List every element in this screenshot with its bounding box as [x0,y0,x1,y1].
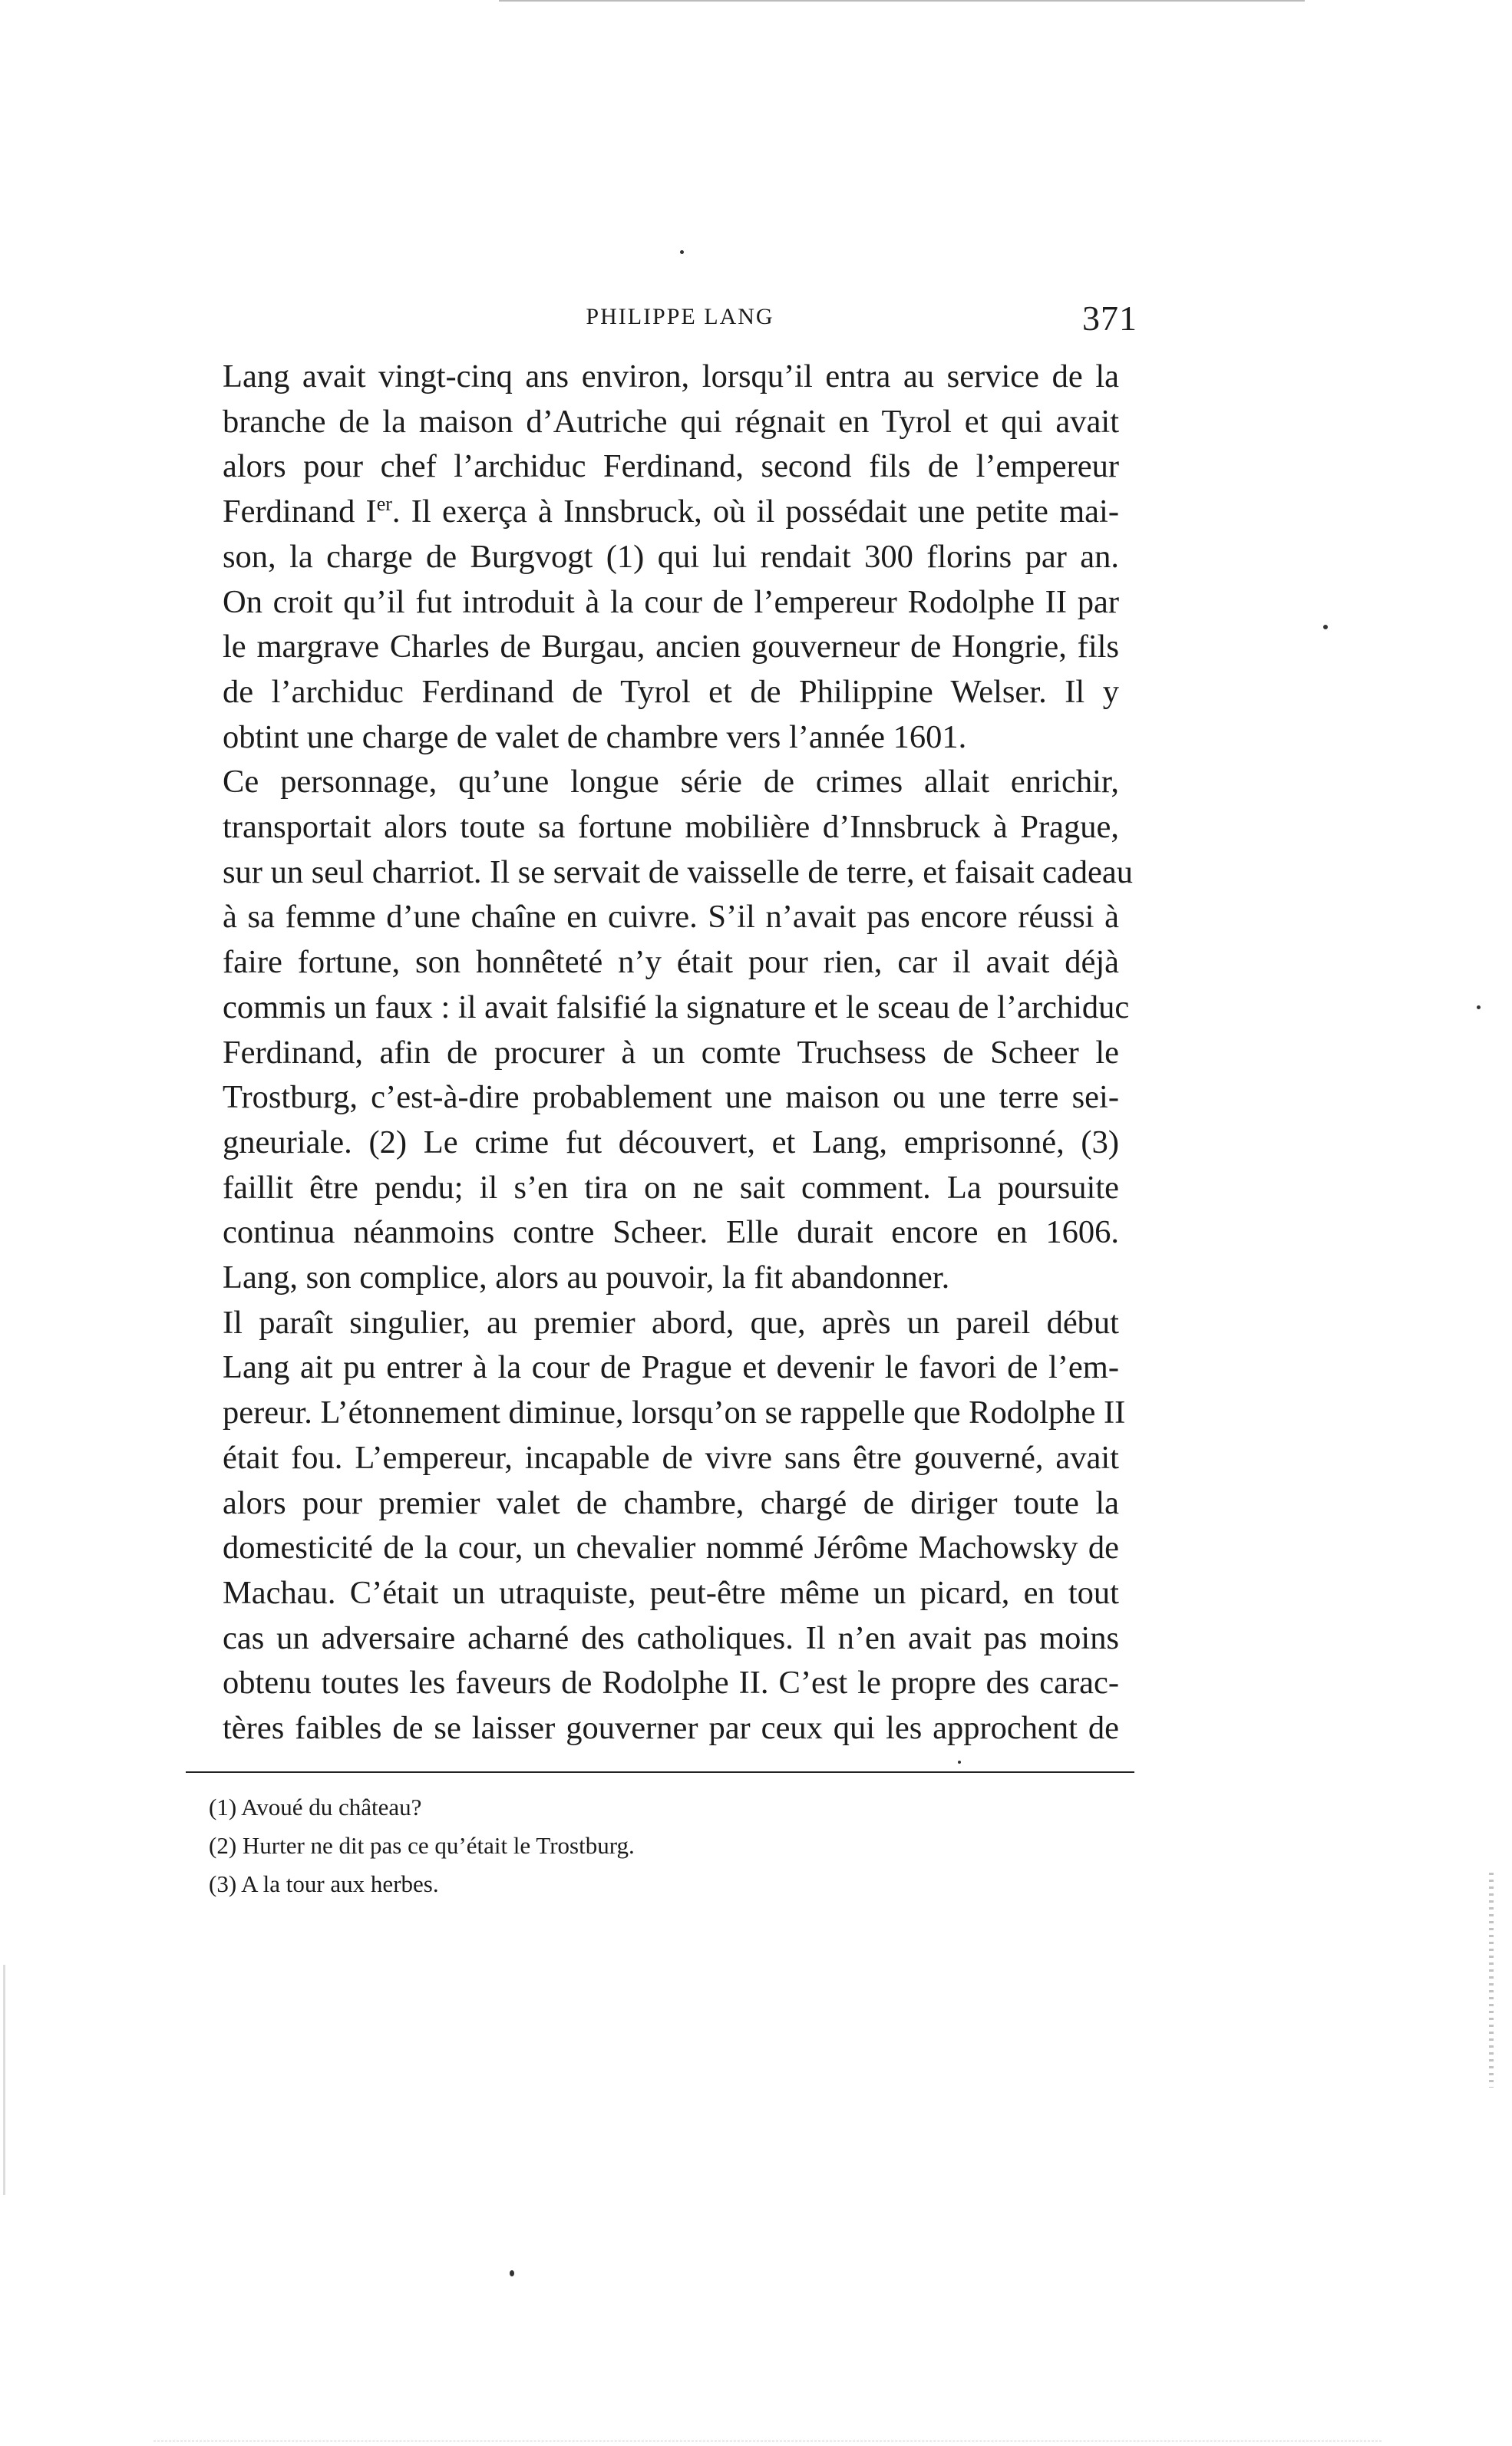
body-text [223,355,1133,1751]
scan-speck [1477,1005,1481,1009]
scan-speck [680,250,684,254]
running-head [223,298,1137,344]
text-line: Lang, son complice, alors au pouvoir, la fit abandonner. [223,1259,950,1296]
text-line: pereur. L’étonnement diminue, lorsqu’on se rappelle que Rodolphe II [223,1395,1126,1431]
scan-speck [510,2270,514,2276]
footnote-3: (3) A la tour aux herbes. [209,1870,439,1897]
text-line: à sa femme d’une chaîne en cuivre. S’il n’avait pas encore réussi à [223,899,1119,936]
scan-speck [1323,625,1328,629]
text-line: son, la charge de Burgvogt (1) qui lui rendait 300 florins par an. [223,538,1119,575]
text-line: domesticité de la cour, un chevalier nommé Jérôme Machowsky de [223,1530,1119,1566]
text-line: Ferdinand Ier. Il exerça à Innsbruck, où il possédait une petite mai- [223,492,1119,530]
footnotes [209,1788,1099,1903]
scan-edge-left [3,1965,5,2195]
text-line: faillit être pendu; il s’en tira on ne sait comment. La poursuite [223,1169,1119,1206]
text-line: gneuriale. (2) Le crime fut découvert, et Lang, emprisonné, (3) [223,1124,1119,1160]
superscript: er [376,492,392,515]
text-line: alors pour premier valet de chambre, chargé de diriger toute la [223,1484,1119,1521]
text-line: obtint une charge de valet de chambre vers l’année 1601. [223,718,967,755]
footnote-2: (2) Hurter ne dit pas ce qu’était le Trostburg. [209,1832,635,1859]
text-line: faire fortune, son honnêteté n’y était pour rien, car il avait déjà [223,944,1119,981]
text-line: obtenu toutes les faveurs de Rodolphe II. C’est le propre des carac- [223,1665,1119,1702]
text-line: était fou. L’empereur, incapable de vivre sans être gouverné, avait [223,1439,1119,1476]
footnote-divider [186,1771,1134,1773]
page-number: 371 [1082,299,1137,338]
text-line: tères faibles de se laisser gouverner par ceux qui les approchent de [223,1710,1119,1747]
text-line: Machau. C’était un utraquiste, peut-être même un picard, en tout [223,1574,1119,1611]
text-line: Ferdinand, afin de procurer à un comte Truchsess de Scheer le [223,1034,1119,1071]
scan-edge-right [1489,1873,1494,2088]
text-line: commis un faux : il avait falsifié la signature et le sceau de l’archiduc [223,989,1130,1025]
text-line: continua néanmoins contre Scheer. Elle durait encore en 1606. [223,1214,1119,1251]
text-line: Il paraît singulier, au premier abord, que, après un pareil début [223,1304,1119,1341]
scan-edge-top [499,0,1305,2]
text-line: On croit qu’il fut introduit à la cour de l’empereur Rodolphe II par [223,583,1119,620]
text-line: le margrave Charles de Burgau, ancien gouverneur de Hongrie, fils [223,629,1119,665]
text-line: transportait alors toute sa fortune mobilière d’Innsbruck à Prague, [223,809,1119,846]
running-title: PHILIPPE LANG [586,304,774,329]
text-line: cas un adversaire acharné des catholiques. Il n’en avait pas moins [223,1619,1119,1656]
text-line: Trostburg, c’est-à-dire probablement une maison ou une terre sei- [223,1079,1119,1116]
text-line: Ce personnage, qu’une longue série de crimes allait enrichir, [223,764,1119,800]
scan-speck [958,1761,961,1764]
text-line: Lang ait pu entrer à la cour de Prague et devenir le favori de l’em- [223,1349,1119,1386]
text-line: Lang avait vingt-cinq ans environ, lorsqu’il entra au service de la [223,358,1119,394]
text-line: branche de la maison d’Autriche qui régnait en Tyrol et qui avait [223,403,1119,440]
text-line: alors pour chef l’archiduc Ferdinand, second fils de l’empereur [223,448,1119,485]
footnote-1: (1) Avoué du château? [209,1794,422,1820]
text-line: sur un seul charriot. Il se servait de vaisselle de terre, et faisait cadeau [223,853,1133,890]
text-line: de l’archiduc Ferdinand de Tyrol et de Philippine Welser. Il y [223,673,1119,710]
